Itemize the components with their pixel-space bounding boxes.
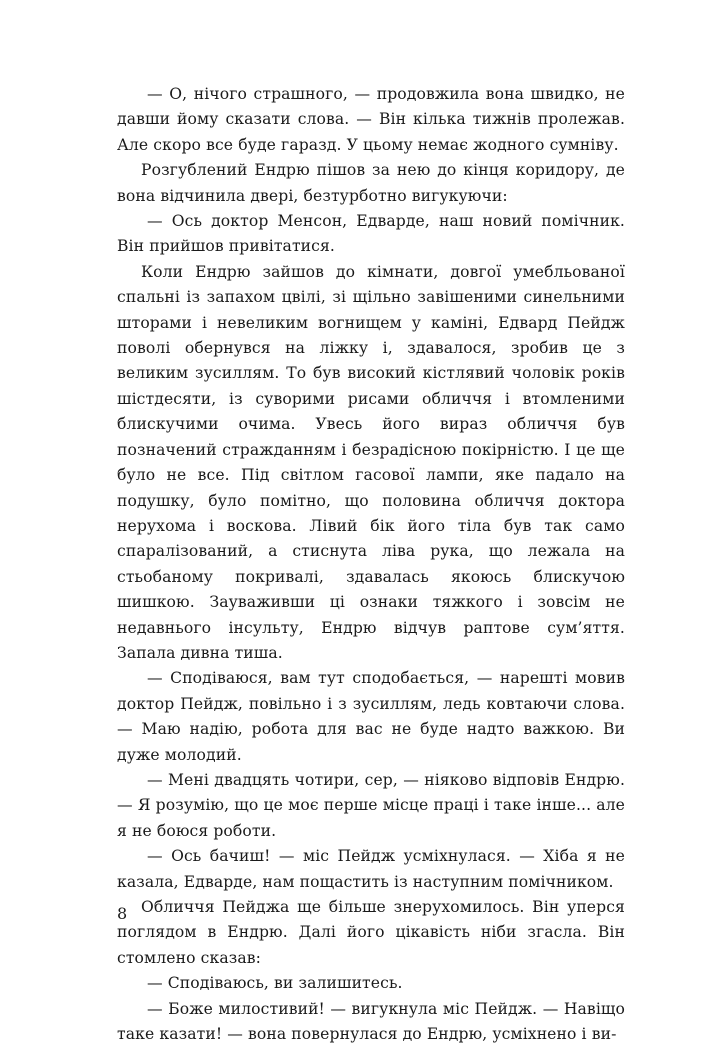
page-body-text bbox=[117, 82, 625, 1047]
book-page bbox=[117, 0, 625, 1044]
paragraph: Коли Ендрю зайшов до кімнати, довгої умебльованої спальні із запахом цвілі, зі щільно завішеними синельними шторами і невеликим вогнищем у каміні, Едвард Пейдж поволі обернувся на ліжку і, здавалося, зробив це з великим зусиллям. То був високий кістлявий чоловік років шістдесяти, із суворими рисами обличчя і втомленими блискучими очима. Увесь його вираз обличчя був позначений стражданням і безрадісною покірністю. І це ще було не все. Під світлом гасової лампи, яке падало на подушку, було помітно, що половина обличчя доктора нерухома і воскова. Лівий бік його тіла був так само спаралізований, а стиснута ліва рука, що лежала на стьобаному покривалі, здавалась якоюсь блискучою шишкою. Зауваживши ці ознаки тяжкого і зовсім не недавнього інсульту, Ендрю відчув раптове сум’яття. Запала дивна тиша. bbox=[117, 262, 625, 662]
paragraph: — О, нічого страшного, — продовжила вона швидко, не давши йому сказати слова. — Він кілька тижнів пролежав. Але скоро все буде гаразд. У цьому немає жодного сумніву. bbox=[117, 85, 625, 154]
paragraph: — Сподіваюсь, ви залишитесь. bbox=[147, 974, 403, 993]
paragraph: — Ось бачиш! — міс Пейдж усміхнулася. — Хіба я не казала, Едварде, нам пощастить із наступним помічником. bbox=[117, 847, 625, 891]
paragraph: — Ось доктор Менсон, Едварде, наш новий помічник. Він прийшов привітатися. bbox=[117, 212, 625, 256]
paragraph: — Сподіваюся, вам тут сподобається, — нарешті мовив доктор Пейдж, повільно і з зусиллям, ледь ковтаючи слова. — Маю надію, робота для вас не буде надто важкою. Ви дуже молодий. bbox=[117, 669, 625, 764]
paragraph: — Боже милостивий! — вигукнула міс Пейдж. — Навіщо таке казати! — вона повернулася до Ендрю, усміхнено і ви- bbox=[117, 999, 625, 1044]
paragraph: Розгублений Ендрю пішов за нею до кінця коридору, де вона відчинила двері, безтурботно вигукуючи: bbox=[117, 161, 625, 205]
paragraph: — Мені двадцять чотири, сер, — ніяково відповів Ендрю. — Я розумію, що це моє перше місце праці і таке інше... але я не боюся роботи. bbox=[117, 770, 625, 840]
page-number: 8 bbox=[117, 904, 128, 923]
paragraph: Обличчя Пейджа ще більше знерухомилось. Він уперся поглядом в Ендрю. Далі його цікавість ніби згасла. Він стомлено сказав: bbox=[117, 898, 625, 967]
